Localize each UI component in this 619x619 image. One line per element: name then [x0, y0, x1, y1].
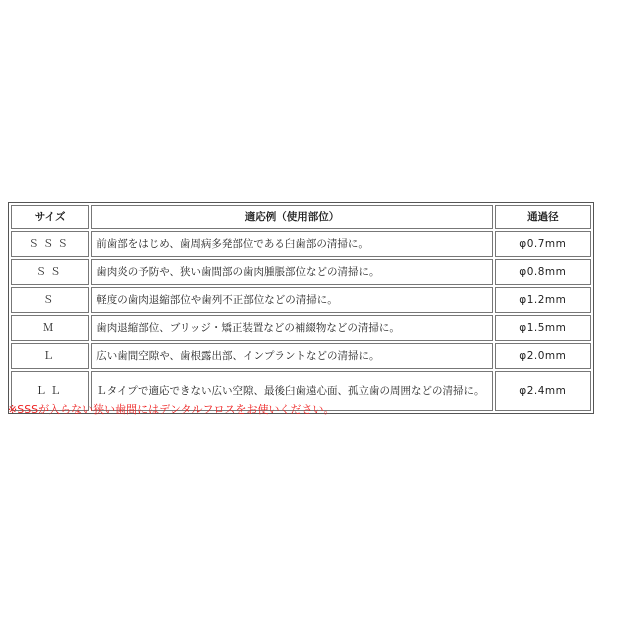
table-row	[11, 231, 591, 257]
use-cell: Ｌタイプで適応できない広い空隙、最後臼歯遠心面、孤立歯の周囲などの清掃に。	[91, 371, 492, 411]
size-guide-table	[8, 202, 594, 414]
table-header-row	[11, 205, 591, 229]
floss-note: ※SSSが入らない狭い歯間にはデンタルフロスをお使いください。	[8, 403, 335, 416]
diameter-cell: φ0.8mm	[495, 259, 591, 285]
size-cell: ＬＬ	[11, 371, 89, 411]
size-cell: Ｍ	[11, 315, 89, 341]
size-cell: Ｓ	[11, 287, 89, 313]
table-row	[11, 287, 591, 313]
size-cell: ＳＳ	[11, 259, 89, 285]
header-diameter: 通過径	[495, 205, 591, 229]
use-cell: 軽度の歯肉退縮部位や歯列不正部位などの清掃に。	[91, 287, 492, 313]
use-cell: 広い歯間空隙や、歯根露出部、インプラントなどの清掃に。	[91, 343, 492, 369]
diameter-cell: φ2.0mm	[495, 343, 591, 369]
diameter-cell: φ2.4mm	[495, 371, 591, 411]
diameter-cell: φ0.7mm	[495, 231, 591, 257]
table-row	[11, 259, 591, 285]
diameter-cell: φ1.5mm	[495, 315, 591, 341]
table-row	[11, 315, 591, 341]
header-use: 適応例（使用部位）	[91, 205, 492, 229]
size-cell: Ｌ	[11, 343, 89, 369]
table-row	[11, 343, 591, 369]
size-cell: ＳＳＳ	[11, 231, 89, 257]
use-cell: 歯肉退縮部位、ブリッジ・矯正装置などの補綴物などの清掃に。	[91, 315, 492, 341]
use-cell: 前歯部をはじめ、歯周病多発部位である臼歯部の清掃に。	[91, 231, 492, 257]
diameter-cell: φ1.2mm	[495, 287, 591, 313]
header-size: サイズ	[11, 205, 89, 229]
use-cell: 歯肉炎の予防や、狭い歯間部の歯肉腫脹部位などの清掃に。	[91, 259, 492, 285]
